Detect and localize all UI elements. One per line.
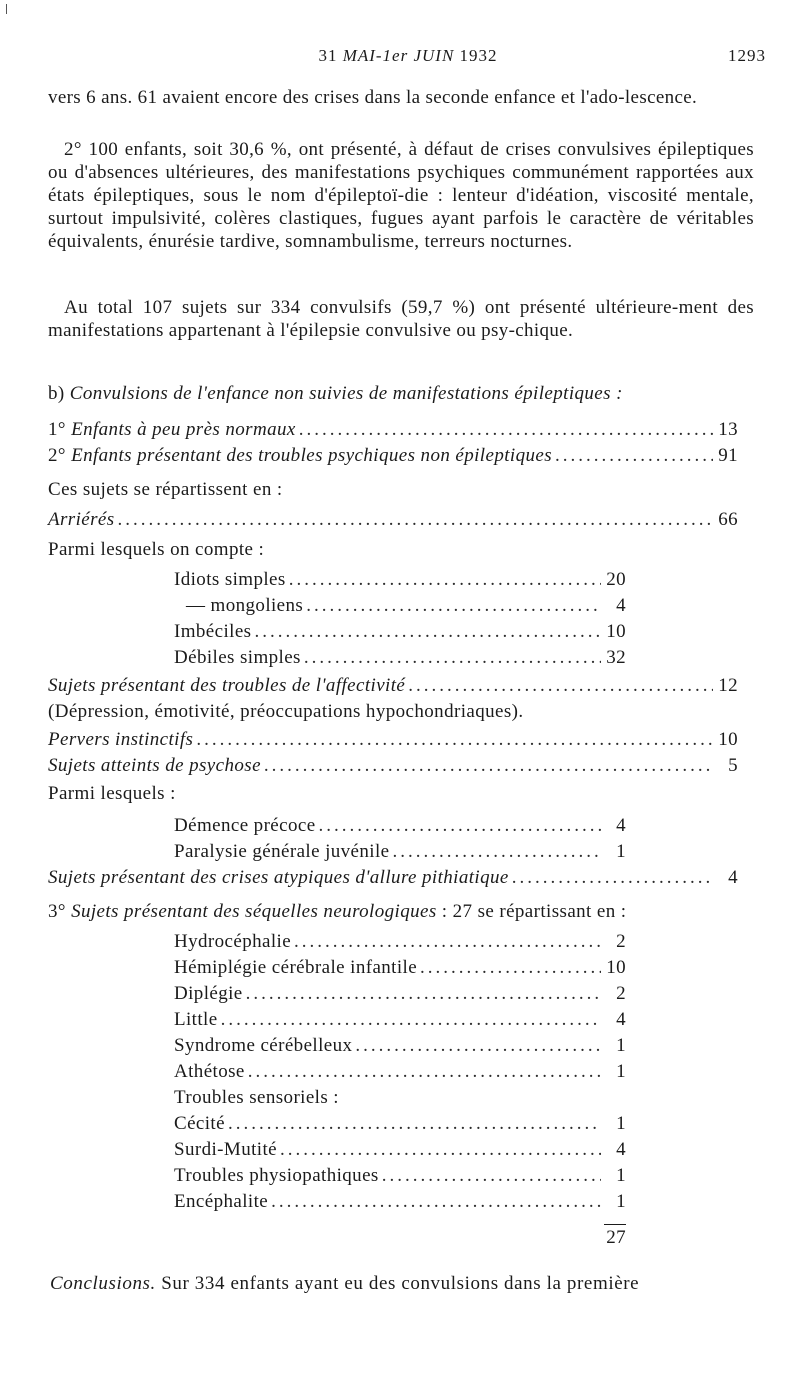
count-value: 10	[718, 729, 738, 750]
count-value: 91	[718, 445, 738, 466]
leader-dots	[254, 620, 601, 644]
list-item: Hémiplégie cérébrale infantile ..... 10	[174, 956, 626, 980]
list-item: Hydrocéphalie ..... 2	[174, 930, 626, 954]
leader-dots	[294, 930, 601, 954]
count-value: 1	[616, 1191, 626, 1212]
subgroup-intro: Parmi lesquels :	[48, 783, 176, 804]
list-item: 2° Enfants présentant des troubles psychiques non épileptiques ..... 91	[48, 444, 738, 468]
list-item: — mongoliens ..... 4	[186, 594, 626, 618]
list-item: Troubles physiopathiques ..... 1	[174, 1164, 626, 1188]
section-b-title: b) Convulsions de l'enfance non suivies de manifestations épileptiques :	[48, 383, 623, 404]
count-value: 20	[606, 569, 626, 590]
count-value: 4	[616, 595, 626, 616]
leader-dots	[221, 1008, 601, 1032]
leader-dots	[355, 1034, 601, 1058]
leader-dots	[408, 674, 713, 698]
list-item: 1° Enfants à peu près normaux ..... 13	[48, 418, 738, 442]
leader-dots	[512, 866, 713, 890]
leader-dots	[289, 568, 601, 592]
leader-dots	[118, 508, 713, 532]
leader-dots	[382, 1164, 601, 1188]
list-item: Débiles simples ..... 32	[174, 646, 626, 670]
count-value: 1	[616, 1165, 626, 1186]
list-item: Surdi-Mutité ..... 4	[174, 1138, 626, 1162]
conclusion-heading: Conclusions.	[50, 1273, 156, 1294]
paragraph-1: vers 6 ans. 61 avaient encore des crises dans la seconde enfance et l'ado-lescence.	[48, 87, 698, 108]
count-value: 13	[718, 419, 738, 440]
paragraph-2: 2° 100 enfants, soit 30,6 %, ont présenté, à défaut de crises convulsives épileptiques ou d'absences ultérieures, des manifestations psychiques communément rapportées aux états épileptiques, sous le nom d'épileptoï-die : lenteur d'idéation, viscosité mentale, surtout impulsivité, colères clastiques, fugues ayant parfois le caractère de véritables équivalents, énurésie tardive, somnambulisme, terreurs nocturnes.	[48, 139, 754, 252]
conclusion-line: Conclusions. Sur 334 enfants ayant eu des convulsions dans la première	[50, 1273, 640, 1294]
distribution-intro: Ces sujets se répartissent en :	[48, 479, 283, 500]
affectivity-detail: (Dépression, émotivité, préoccupations hypochondriaques).	[48, 701, 524, 722]
count-value: 2	[616, 983, 626, 1004]
list-item: Sujets présentant des troubles de l'affectivité ..... 12	[48, 674, 738, 698]
list-item: Arriérés ..... 66	[48, 508, 738, 532]
leader-dots	[246, 982, 601, 1006]
count-value: 4	[616, 1139, 626, 1160]
subgroup-intro: Parmi lesquels on compte :	[48, 539, 265, 560]
leader-dots	[228, 1112, 601, 1136]
leader-dots	[319, 814, 601, 838]
leader-dots	[271, 1190, 601, 1214]
count-value: 2	[616, 931, 626, 952]
list-item: Diplégie ..... 2	[174, 982, 626, 1006]
section-3-title: 3° Sujets présentant des séquelles neurologiques : 27 se répartissant en :	[48, 901, 627, 922]
list-item: Imbéciles ..... 10	[174, 620, 626, 644]
leader-dots	[264, 754, 713, 778]
count-value: 4	[728, 867, 738, 888]
paragraph-3: Au total 107 sujets sur 334 convulsifs (59,7 %) ont présenté ultérieure-ment des manifestations appartenant à l'épilepsie convulsive ou psy-chique.	[48, 297, 754, 341]
scan-mark	[6, 4, 7, 14]
count-value: 5	[728, 755, 738, 776]
leader-dots	[306, 594, 601, 618]
leader-dots	[304, 646, 601, 670]
list-item: Cécité ..... 1	[174, 1112, 626, 1136]
list-item: Pervers instinctifs ..... 10	[48, 728, 738, 752]
count-value: 10	[606, 957, 626, 978]
list-item: Syndrome cérébelleux ..... 1	[174, 1034, 626, 1058]
count-value: 1	[616, 1035, 626, 1056]
count-value: 4	[616, 1009, 626, 1030]
leader-dots	[280, 1138, 601, 1162]
leader-dots	[196, 728, 713, 752]
leader-dots	[393, 840, 602, 864]
page-number: 1293	[728, 46, 766, 65]
count-value: 32	[606, 647, 626, 668]
total-value: 27	[606, 1227, 626, 1248]
list-item: Little ..... 4	[174, 1008, 626, 1032]
list-item: Sujets présentant des crises atypiques d'allure pithiatique ..... 4	[48, 866, 738, 890]
count-value: 10	[606, 621, 626, 642]
leader-dots	[420, 956, 601, 980]
list-item: Démence précoce ..... 4	[174, 814, 626, 838]
header-date: 31 MAI-1er JUIN 1932	[318, 46, 498, 65]
count-value: 12	[718, 675, 738, 696]
count-value: 1	[616, 841, 626, 862]
list-item: Paralysie générale juvénile ..... 1	[174, 840, 626, 864]
count-value: 4	[616, 815, 626, 836]
count-value: 1	[616, 1113, 626, 1134]
count-value: 1	[616, 1061, 626, 1082]
sum-rule	[604, 1224, 626, 1225]
list-item: Athétose ..... 1	[174, 1060, 626, 1084]
count-value: 66	[718, 509, 738, 530]
leader-dots	[248, 1060, 601, 1084]
sensory-heading: Troubles sensoriels :	[174, 1087, 339, 1108]
leader-dots	[299, 418, 713, 442]
list-item: Encéphalite ..... 1	[174, 1190, 626, 1214]
list-item: Idiots simples ..... 20	[174, 568, 626, 592]
leader-dots	[555, 444, 713, 468]
running-header	[48, 46, 768, 70]
list-item: Sujets atteints de psychose ..... 5	[48, 754, 738, 778]
